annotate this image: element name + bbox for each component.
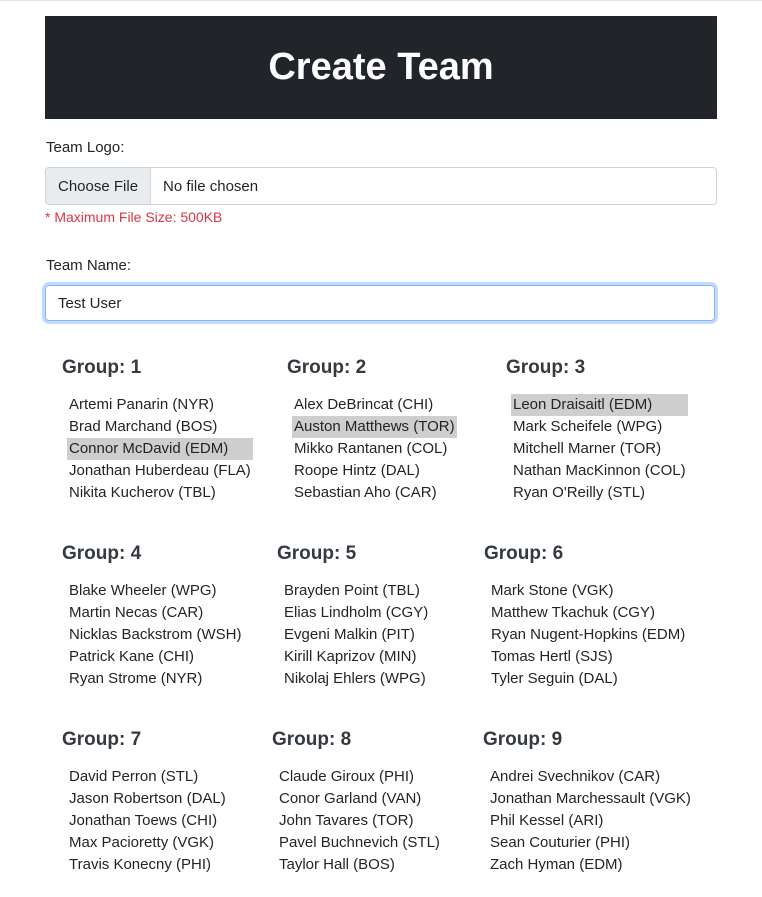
group-9 — [483, 728, 693, 876]
player-option[interactable]: Pavel Buchnevich (STL) — [279, 834, 440, 851]
player-option[interactable]: Nicklas Backstrom (WSH) — [69, 626, 242, 643]
player-option[interactable]: Mark Scheifele (WPG) — [513, 418, 663, 435]
player-option[interactable]: Nikolaj Ehlers (WPG) — [284, 670, 426, 687]
player-option[interactable]: John Tavares (TOR) — [279, 812, 414, 829]
group-title: Group: 4 — [62, 543, 142, 564]
player-option[interactable]: Phil Kessel (ARI) — [490, 812, 604, 829]
team-logo-file-input[interactable] — [45, 167, 717, 205]
player-option[interactable]: Connor McDavid (EDM) — [67, 438, 253, 460]
player-option[interactable]: Max Pacioretty (VGK) — [69, 834, 215, 851]
player-option[interactable]: Jason Robertson (DAL) — [69, 790, 226, 807]
group-7 — [62, 728, 228, 876]
group-title: Group: 8 — [272, 729, 352, 750]
player-option[interactable]: Taylor Hall (BOS) — [279, 856, 395, 873]
player-option[interactable]: Travis Konecny (PHI) — [69, 856, 211, 873]
group-5 — [277, 542, 430, 690]
player-option[interactable]: Nathan MacKinnon (COL) — [513, 462, 686, 479]
player-select-list[interactable] — [67, 766, 228, 876]
player-option[interactable]: Auston Matthews (TOR) — [292, 416, 457, 438]
player-option[interactable]: Artemi Panarin (NYR) — [69, 396, 215, 413]
player-option[interactable]: Mikko Rantanen (COL) — [294, 440, 448, 457]
player-option[interactable]: Claude Giroux (PHI) — [279, 768, 415, 785]
file-size-hint: * Maximum File Size: 500KB — [45, 209, 223, 225]
file-status: No file chosen — [163, 177, 259, 195]
player-option[interactable]: David Perron (STL) — [69, 768, 199, 785]
player-select-list[interactable] — [292, 394, 457, 504]
player-option[interactable]: Leon Draisaitl (EDM) — [511, 394, 688, 416]
team-logo-label: Team Logo: — [46, 139, 125, 156]
player-option[interactable]: Ryan Strome (NYR) — [69, 670, 203, 687]
player-option[interactable]: Brayden Point (TBL) — [284, 582, 420, 599]
group-title: Group: 3 — [506, 357, 586, 378]
team-name-input[interactable] — [45, 285, 715, 321]
top-divider — [0, 0, 762, 1]
team-name-label: Team Name: — [46, 257, 132, 274]
player-select-list[interactable] — [67, 580, 244, 690]
group-title: Group: 7 — [62, 729, 142, 750]
player-option[interactable]: Mark Stone (VGK) — [491, 582, 614, 599]
player-option[interactable]: Tomas Hertl (SJS) — [491, 648, 613, 665]
player-option[interactable]: Andrei Svechnikov (CAR) — [490, 768, 661, 785]
player-select-list[interactable] — [67, 394, 253, 504]
group-3 — [506, 356, 688, 504]
player-option[interactable]: Matthew Tkachuk (CGY) — [491, 604, 655, 621]
player-option[interactable]: Nikita Kucherov (TBL) — [69, 484, 216, 501]
player-option[interactable]: Ryan O'Reilly (STL) — [513, 484, 646, 501]
group-1 — [62, 356, 253, 504]
player-select-list[interactable] — [511, 394, 688, 504]
group-2 — [287, 356, 457, 504]
player-option[interactable]: Tyler Seguin (DAL) — [491, 670, 618, 687]
group-title: Group: 6 — [484, 543, 564, 564]
group-8 — [272, 728, 442, 876]
player-select-list[interactable] — [489, 580, 687, 690]
player-option[interactable]: Jonathan Toews (CHI) — [69, 812, 218, 829]
player-option[interactable]: Patrick Kane (CHI) — [69, 648, 195, 665]
player-option[interactable]: Conor Garland (VAN) — [279, 790, 422, 807]
player-option[interactable]: Jonathan Huberdeau (FLA) — [69, 462, 251, 479]
player-option[interactable]: Alex DeBrincat (CHI) — [294, 396, 434, 413]
player-option[interactable]: Martin Necas (CAR) — [69, 604, 204, 621]
player-option[interactable]: Sean Couturier (PHI) — [490, 834, 631, 851]
group-title: Group: 9 — [483, 729, 563, 750]
group-4 — [62, 542, 244, 690]
player-option[interactable]: Elias Lindholm (CGY) — [284, 604, 429, 621]
page-title: Create Team — [268, 46, 494, 88]
page-header — [45, 16, 717, 119]
group-title: Group: 1 — [62, 357, 142, 378]
player-option[interactable]: Sebastian Aho (CAR) — [294, 484, 437, 501]
group-6 — [484, 542, 687, 690]
player-select-list[interactable] — [277, 766, 442, 876]
player-select-list[interactable] — [488, 766, 693, 876]
group-title: Group: 5 — [277, 543, 357, 564]
player-option[interactable]: Kirill Kaprizov (MIN) — [284, 648, 417, 665]
group-title: Group: 2 — [287, 357, 367, 378]
player-option[interactable]: Roope Hintz (DAL) — [294, 462, 420, 479]
player-option[interactable]: Brad Marchand (BOS) — [69, 418, 218, 435]
player-option[interactable]: Blake Wheeler (WPG) — [69, 582, 217, 599]
player-option[interactable]: Zach Hyman (EDM) — [490, 856, 623, 873]
player-option[interactable]: Evgeni Malkin (PIT) — [284, 626, 415, 643]
player-select-list[interactable] — [282, 580, 430, 690]
player-option[interactable]: Ryan Nugent-Hopkins (EDM) — [491, 626, 686, 643]
player-option[interactable]: Jonathan Marchessault (VGK) — [490, 790, 691, 807]
choose-file-button[interactable]: Choose File — [46, 168, 151, 204]
player-option[interactable]: Mitchell Marner (TOR) — [513, 440, 662, 457]
